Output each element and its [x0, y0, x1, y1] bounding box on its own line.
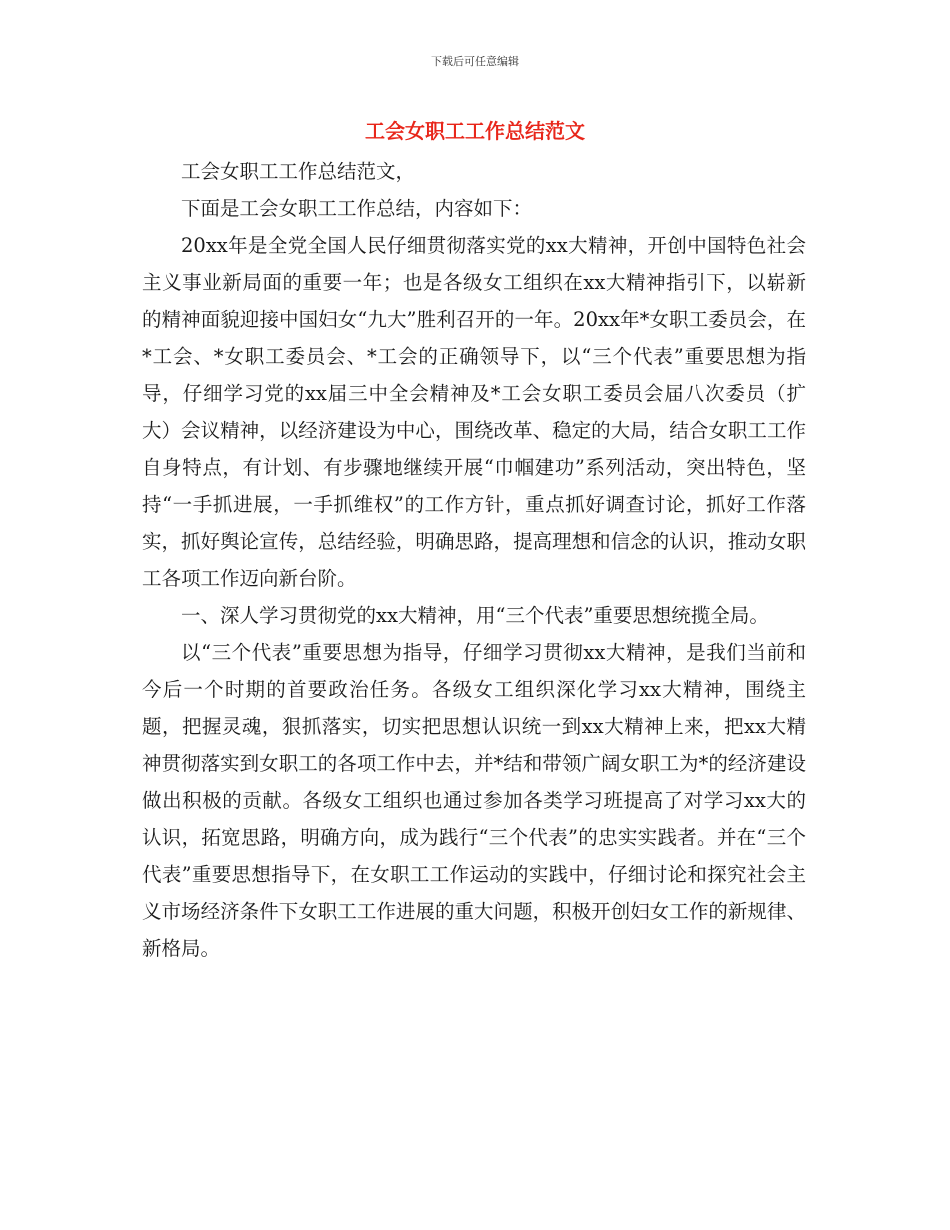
paragraph-section-1: 以“三个代表”重要思想为指导，仔细学习贯彻xx大精神，是我们当前和今后一个时期的首要政治任务。各级女工组织深化学习xx大精神，围绕主题，把握灵魂，狠抓落实，切实把思想认识统一到xx大精神上来，把xx大精神贯彻落实到女职工的各项工作中去，并*结和带领广阔女职工为*的经济建设做出积极的贡献。各级女工组织也通过参加各类学习班提高了对学习xx大的认识，拓宽思路，明确方向，成为践行“三个代表”的忠实实践者。并在“三个代表”重要思想指导下，在女职工工作运动的实践中，仔细讨论和探究社会主义市场经济条件下女职工工作进展的重大问题，积极开创妇女工作的新规律、新格局。	[142, 641, 806, 960]
document-title: 工会女职工工作总结范文	[365, 119, 585, 143]
paragraph-intro: 下面是工会女职工工作总结，内容如下：	[181, 197, 533, 220]
paragraph-greeting: 工会女职工工作总结范文，	[181, 160, 416, 183]
document-body	[142, 153, 806, 967]
paragraph-overview: 20xx年是全党全国人民仔细贯彻落实党的xx大精神，开创中国特色社会主义事业新局面的重要一年；也是各级女工组织在xx大精神指引下，以崭新的精神面貌迎接中国妇女“九大”胜利召开的一年。20xx年*女职工委员会，在*工会、*女职工委员会、*工会的正确领导下，以“三个代表”重要思想为指导，仔细学习党的xx届三中全会精神及*工会女职工委员会届八次委员（扩大）会议精神，以经济建设为中心，围绕改革、稳定的大局，结合女职工工作自身特点，有计划、有步骤地继续开展“巾帼建功”系列活动，突出特色，坚持“一手抓进展，一手抓维权”的工作方针，重点抓好调查讨论，抓好工作落实，抓好舆论宣传，总结经验，明确思路，提高理想和信念的认识，推动女职工各项工作迈向新台阶。	[142, 234, 806, 590]
page-header-note: 下载后可任意编辑	[431, 55, 519, 68]
section-heading-1: 一、深人学习贯彻党的xx大精神，用“三个代表”重要思想统揽全局。	[181, 604, 769, 627]
